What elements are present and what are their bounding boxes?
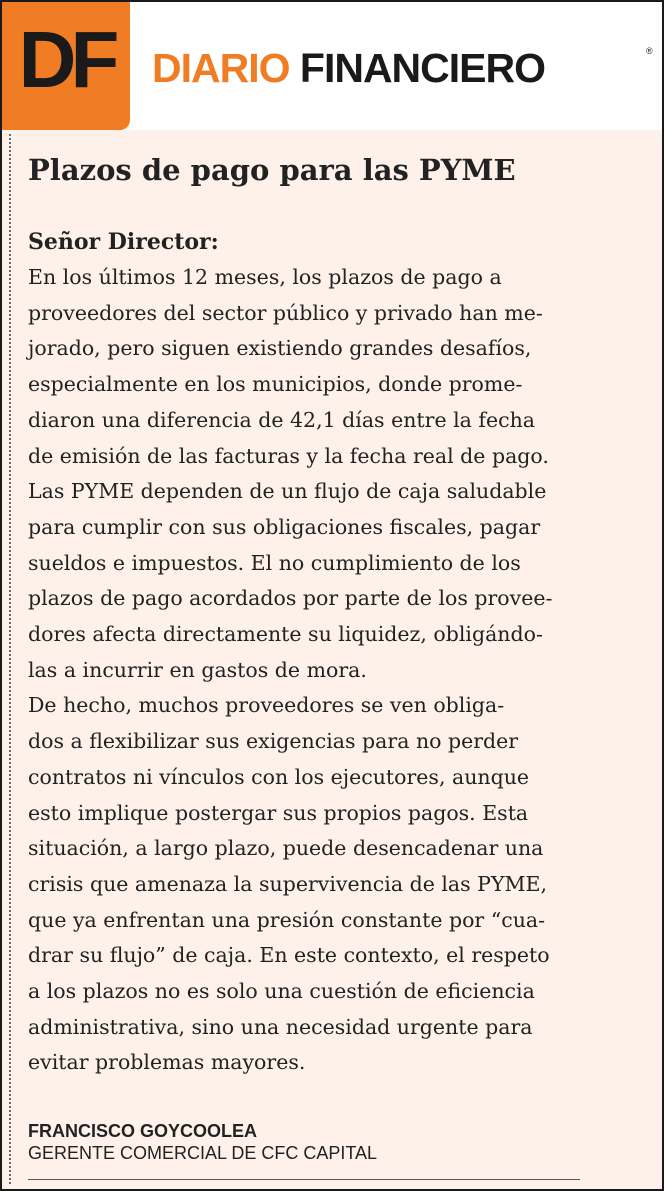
df-logo	[2, 2, 130, 130]
body-line: crisis que amenaza la supervivencia de las PYME,	[28, 871, 547, 896]
masthead	[2, 2, 662, 130]
body-line: que ya enfrentan una presión constante por “cua-	[28, 907, 546, 932]
signer-name: FRANCISCO GOYCOOLEA	[28, 1121, 258, 1141]
body-line: dores afecta directamente su liquidez, obligándo-	[28, 622, 543, 647]
body-line: contratos ni vínculos con los ejecutores, aunque	[28, 764, 530, 789]
letter-body	[28, 260, 628, 1081]
brand-first-word: DIARIO	[152, 45, 290, 91]
body-line: administrativa, sino una necesidad urgente para	[28, 1014, 533, 1039]
body-line: Las PYME dependen de un flujo de caja saludable	[28, 479, 547, 504]
body-line: evitar problemas mayores.	[28, 1050, 306, 1075]
body-line: a los plazos no es solo una cuestión de eficiencia	[28, 979, 535, 1004]
body-line: especialmente en los municipios, donde prome-	[28, 372, 523, 397]
body-line: para cumplir con sus obligaciones fiscales, pagar	[28, 514, 541, 539]
body-line: En los últimos 12 meses, los plazos de pago a	[28, 265, 502, 289]
body-line: diaron una diferencia de 42,1 días entre la fecha	[28, 407, 536, 432]
bottom-rule	[28, 1179, 580, 1180]
salutation: Señor Director:	[28, 229, 219, 255]
body-line: de emisión de las facturas y la fecha real de pago.	[28, 443, 549, 468]
brand-wordmark	[152, 40, 545, 96]
df-logo-initials: DF	[18, 15, 114, 104]
dotted-column-rule	[9, 134, 11, 1184]
body-line: jorado, pero siguen existiendo grandes desafíos,	[28, 336, 532, 361]
body-line: drar su flujo” de caja. En este contexto, el respeto	[28, 943, 550, 968]
body-line: plazos de pago acordados por parte de los provee-	[28, 586, 553, 611]
body-line: las a incurrir en gastos de mora.	[28, 657, 367, 682]
signer-title: GERENTE COMERCIAL DE CFC CAPITAL	[28, 1143, 378, 1163]
registered-mark: ®	[646, 46, 653, 56]
body-line: proveedores del sector público y privado han me-	[28, 300, 543, 325]
article-headline: Plazos de pago para las PYME	[28, 153, 516, 187]
body-line: dos a flexibilizar sus exigencias para no perder	[28, 729, 519, 754]
body-line: De hecho, muchos proveedores se ven obliga-	[28, 693, 505, 718]
body-line: sueldos e impuestos. El no cumplimiento de los	[28, 550, 521, 575]
body-line: situación, a largo plazo, puede desencadenar una	[28, 836, 544, 861]
body-line: esto implique postergar sus propios pagos. Esta	[28, 800, 529, 825]
brand-second-word: FINANCIERO	[299, 45, 546, 91]
